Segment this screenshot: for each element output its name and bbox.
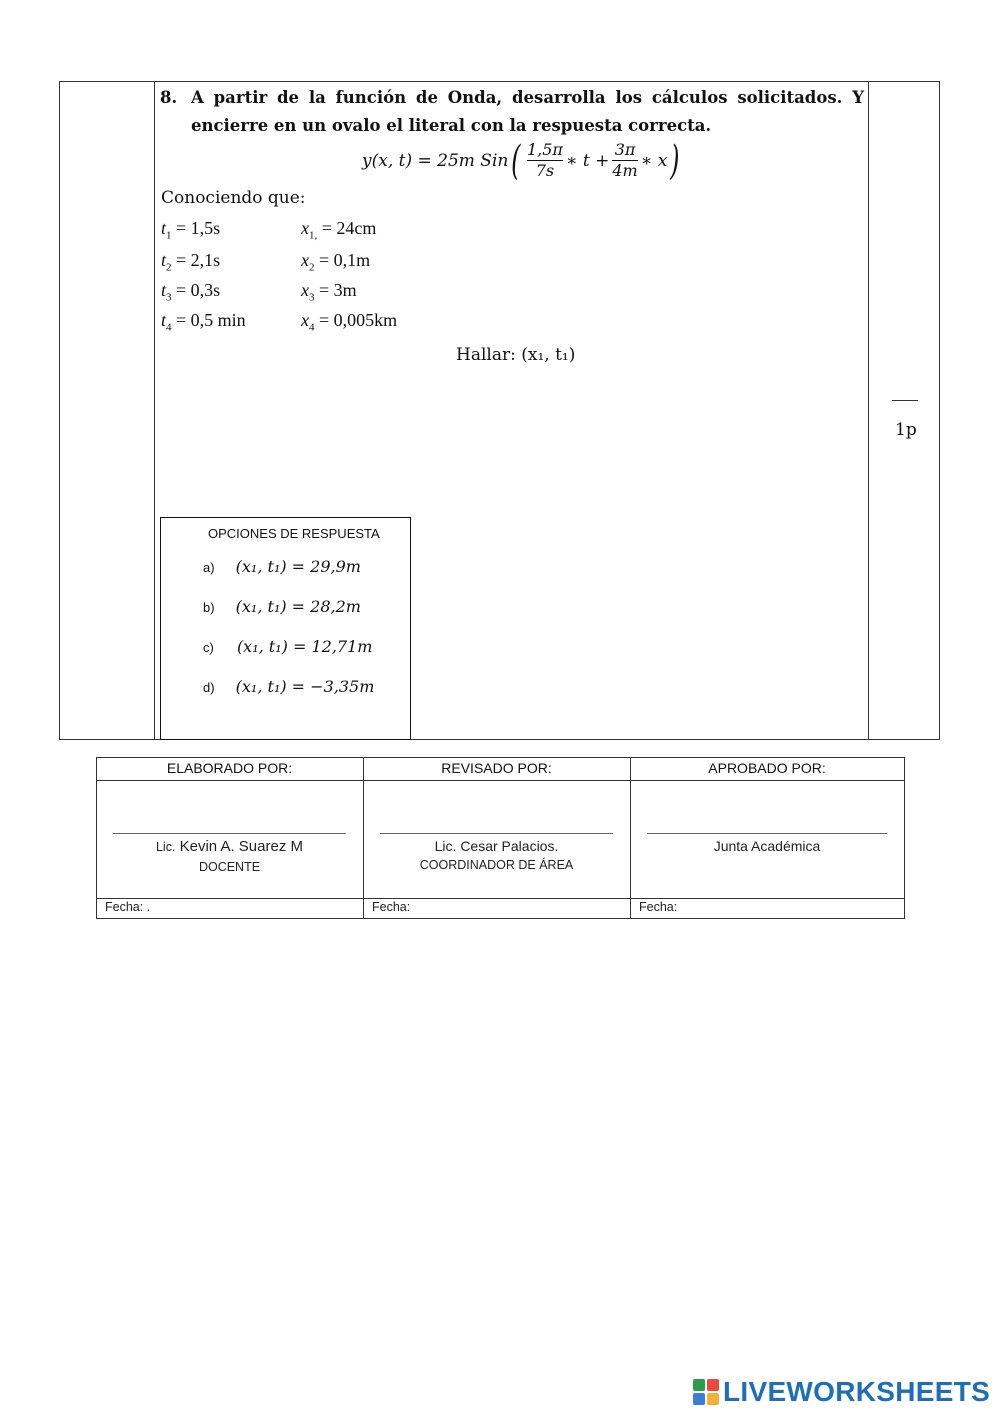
option-c[interactable]: [203, 637, 372, 656]
formula-middle: ∗ t +: [565, 150, 610, 171]
option-letter: b): [203, 600, 215, 615]
option-letter: c): [203, 640, 214, 655]
formula-lhs: y(x, t) = 25m Sin: [362, 150, 509, 171]
table-divider-right: [868, 82, 869, 739]
signer-role-docente: DOCENTE: [198, 860, 261, 874]
option-value: (x₁, t₁) = 28,2m: [235, 597, 361, 616]
question-text: A partir de la función de Onda, desarrolla los cálculos solicitados. Y encierre en un ovalo el literal con la respuesta correcta.: [191, 88, 864, 135]
formula-fraction-1: [527, 140, 563, 181]
signer-name-coordinador: Lic. Cesar Palacios.: [434, 838, 559, 854]
signature-line: [113, 833, 346, 834]
option-d[interactable]: [203, 677, 374, 696]
date-field-aprobado[interactable]: Fecha:: [639, 900, 678, 914]
option-value: (x₁, t₁) = 29,9m: [235, 557, 361, 576]
formula-close-paren: ): [670, 137, 680, 184]
score-blank-line[interactable]: [892, 400, 918, 401]
fraction-1-numerator: 1,5π: [526, 140, 563, 159]
header-aprobado: APROBADO POR:: [708, 760, 826, 776]
wave-formula: [362, 137, 683, 184]
fraction-1-denominator: 7s: [535, 161, 555, 180]
question-statement: [160, 84, 864, 140]
option-letter: a): [203, 560, 215, 575]
option-value: (x₁, t₁) = 12,71m: [236, 637, 373, 656]
formula-fraction-2: [612, 140, 637, 181]
known-row: $t_2 = 2,1s$ $x_2 = 0,1m$: [161, 250, 371, 274]
liveworksheets-logo: [693, 1376, 990, 1408]
signer-name-junta: Junta Académica: [713, 838, 821, 854]
logo-grid-icon: [693, 1379, 719, 1405]
signature-line: [380, 833, 613, 834]
known-label: Conociendo que:: [161, 188, 306, 208]
find-instruction: Hallar: (x₁, t₁): [456, 345, 576, 365]
date-field-revisado[interactable]: Fecha:: [372, 900, 411, 914]
signer-name-docente: Lic. Kevin A. Suarez M: [155, 838, 303, 855]
formula-tail: ∗ x: [640, 150, 668, 171]
date-field-elaborado[interactable]: Fecha: .: [105, 900, 151, 914]
fraction-2-numerator: 3π: [614, 140, 636, 159]
answer-options-box: [160, 517, 411, 740]
options-title: OPCIONES DE RESPUESTA: [208, 526, 380, 541]
option-letter: d): [203, 680, 215, 695]
known-row: $t_3 = 0,3s$ $x_3 = 3m$: [161, 280, 357, 304]
option-a[interactable]: [203, 557, 361, 576]
signer-role-coordinador: COORDINADOR DE ÁREA: [419, 858, 574, 872]
known-row: $t_1 = 1,5s$ $x_{1,} = 24cm$: [161, 218, 377, 242]
table-divider-left: [154, 82, 155, 739]
logo-text: LIVEWORKSHEETS: [723, 1376, 991, 1407]
fraction-2-denominator: 4m: [612, 161, 638, 180]
header-revisado: REVISADO POR:: [441, 760, 552, 776]
known-row: $t_4 = 0,5$ min $x_4 = 0,005km$: [161, 310, 398, 334]
formula-open-paren: (: [511, 137, 521, 184]
header-elaborado: ELABORADO POR:: [166, 760, 293, 776]
question-number: 8.: [160, 88, 178, 107]
option-value: (x₁, t₁) = −3,35m: [235, 677, 375, 696]
option-b[interactable]: [203, 597, 361, 616]
signature-line: [647, 833, 887, 834]
question-score: 1p: [895, 420, 917, 440]
